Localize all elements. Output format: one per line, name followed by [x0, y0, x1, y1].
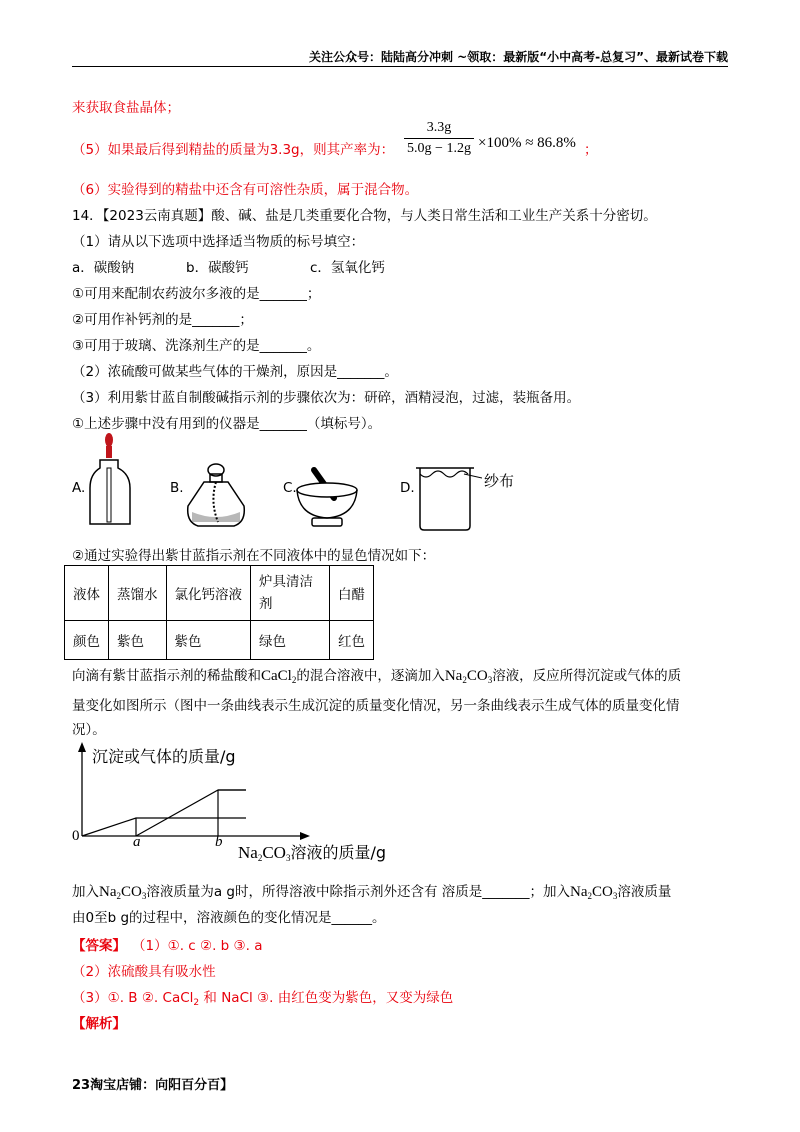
- formula-text: Na: [570, 884, 588, 900]
- header-rule: [72, 66, 728, 67]
- answer-line-1: （1）①. c ②. b ③. a: [132, 938, 263, 954]
- question-part3: （3）利用紫甘蓝自制酸碱指示剂的步骤依次为：研碎，酒精浸泡，过滤，装瓶备用。: [72, 390, 581, 406]
- fraction-semicolon: ；: [584, 142, 598, 158]
- question-part4-line2: 量变化如图所示（图中一条曲线表示生成沉淀的质量变化情况，另一条曲线表示生成气体的质量变化情: [72, 698, 680, 714]
- text-segment: 溶液质量为a g时，所得溶液中除指示剂外还含有 溶质是_______；加入: [146, 884, 571, 900]
- graph-tick-b: b: [215, 834, 223, 850]
- table-cell: 炉具清洁剂: [251, 566, 330, 621]
- fraction-tail: ×100% ≈ 86.8%: [478, 135, 576, 151]
- question-part4-line3: 况）。: [72, 722, 106, 738]
- question-part2: （2）浓硫酸可做某些气体的干燥剂，原因是_______。: [72, 364, 398, 380]
- fraction-numerator: 3.3g: [426, 120, 452, 135]
- text-segment: 加入: [72, 884, 99, 900]
- table-cell: 白醋: [330, 566, 374, 621]
- formula-text: Na: [444, 668, 463, 684]
- instrument-label-b: B.: [170, 480, 184, 496]
- formula-subscript: 3: [612, 891, 618, 901]
- text-segment: （3）①. B ②. CaCl: [72, 990, 194, 1006]
- option-c: c．氢氧化钙: [310, 260, 385, 276]
- table-row: [65, 566, 374, 621]
- formula-text: CaCl: [261, 668, 292, 684]
- question-part5-line2: 由0至b g的过程中，溶液颜色的变化情况是______。: [72, 910, 386, 926]
- mortar-pestle-icon: [292, 464, 362, 534]
- formula-text: CO: [592, 884, 613, 900]
- text-segment: 和 NaCl ③. 由红色变为紫色，又变为绿色: [199, 990, 454, 1006]
- answer-line-3: [72, 986, 453, 1008]
- table-cell: 红色: [330, 621, 374, 660]
- table-cell: 紫色: [166, 621, 251, 660]
- formula-subscript: 3: [487, 675, 493, 685]
- instrument-label-d: D.: [400, 480, 415, 496]
- analysis-label: 【解析】: [72, 1016, 126, 1032]
- instrument-label-a: A.: [72, 480, 86, 496]
- formula-na2co3: [238, 843, 290, 862]
- graph-x-label: [238, 840, 386, 863]
- formula-na2co3: [570, 884, 617, 900]
- formula-subscript: 2: [116, 891, 121, 901]
- graph-origin: 0: [72, 828, 80, 844]
- sub-question-1: ①可用来配制农药波尔多液的是_______；: [72, 286, 321, 302]
- table-cell: 氯化钙溶液: [166, 566, 251, 621]
- instrument-label-c: C.: [283, 480, 297, 496]
- formula-subscript: 2: [257, 853, 263, 863]
- question-title: 14．【2023云南真题】酸、碱、盐是几类重要化合物，与人类日常生活和工业生产关系十分密切。: [72, 208, 657, 224]
- table-cell: 液体: [65, 566, 109, 621]
- yield-fraction: [404, 120, 474, 157]
- answer-line-purity: （6）实验得到的精盐中还含有可溶性杂质，属于混合物。: [72, 182, 419, 198]
- text-segment: 向滴有紫甘蓝指示剂的稀盐酸和: [72, 668, 261, 684]
- formula-subscript: 2: [193, 998, 200, 1008]
- fraction-bar: [404, 138, 474, 139]
- formula-text: CO: [121, 884, 142, 900]
- formula-subscript: 2: [462, 675, 467, 685]
- sub-question-3: ③可用于玻璃、洗涤剂生产的是_______。: [72, 338, 321, 354]
- answer-line: 来获取食盐晶体；: [72, 100, 180, 116]
- question-part4-line1: [72, 664, 681, 685]
- text-segment: 溶液质量: [617, 884, 672, 900]
- formula-text: CO: [466, 668, 488, 684]
- answer-label: 【答案】: [72, 938, 126, 954]
- question-part3-2: ②通过实验得出紫甘蓝指示剂在不同液体中的显色情况如下：: [72, 548, 436, 564]
- text-segment: 溶液，反应所得沉淀或气体的质: [492, 668, 682, 684]
- question-part1: （1）请从以下选项中选择适当物质的标号填空：: [72, 234, 365, 250]
- formula-na2co3: [99, 884, 146, 900]
- sub-question-2: ②可用作补钙剂的是_______；: [72, 312, 253, 328]
- gauze-label: 纱布: [484, 472, 515, 490]
- formula-subscript: 2: [291, 675, 297, 685]
- formula-na2co3: [445, 668, 492, 684]
- page-footer: 23淘宝店铺：向阳百分百】: [72, 1078, 234, 1093]
- x-label-text: 溶液的质量/g: [290, 843, 387, 862]
- beaker-gauze-icon: [412, 464, 482, 532]
- table-cell: 颜色: [65, 621, 109, 660]
- alcohol-lamp-icon: [184, 460, 248, 530]
- option-a: a．碳酸钠: [72, 260, 135, 276]
- answer-line-yield: （5）如果最后得到精盐的质量为3.3g，则其产率为：: [72, 142, 395, 158]
- formula-text: CO: [262, 843, 286, 862]
- formula-subscript: 3: [141, 891, 147, 901]
- formula-text: Na: [99, 884, 117, 900]
- formula-text: Na: [238, 843, 258, 862]
- formula-cacl2: [261, 668, 296, 684]
- table-cell: 蒸馏水: [109, 566, 167, 621]
- formula-subscript: 3: [285, 853, 291, 863]
- question-part5-line1: [72, 880, 671, 901]
- table-cell: 紫色: [109, 621, 167, 660]
- dropper-bottle-icon: [86, 432, 132, 528]
- color-table: [64, 565, 374, 660]
- answer-line-2: （2）浓硫酸具有吸水性: [72, 964, 216, 980]
- table-row: [65, 621, 374, 660]
- option-b: b．碳酸钙: [186, 260, 249, 276]
- curve-precipitate: [136, 790, 246, 836]
- graph-tick-a: a: [133, 834, 141, 850]
- formula-subscript: 2: [587, 891, 593, 901]
- page-header: 关注公众号：陆陆高分冲刺 ~领取：最新版“小中高考-总复习”、最新试卷下载: [309, 50, 728, 64]
- text-segment: 的混合溶液中，逐滴加入: [296, 668, 445, 684]
- fraction-denominator: 5.0g − 1.2g: [407, 141, 471, 156]
- graph-y-label: 沉淀或气体的质量/g: [92, 747, 236, 766]
- question-part3-1: ①上述步骤中没有用到的仪器是_______（填标号）。: [72, 416, 382, 432]
- table-cell: 绿色: [251, 621, 330, 660]
